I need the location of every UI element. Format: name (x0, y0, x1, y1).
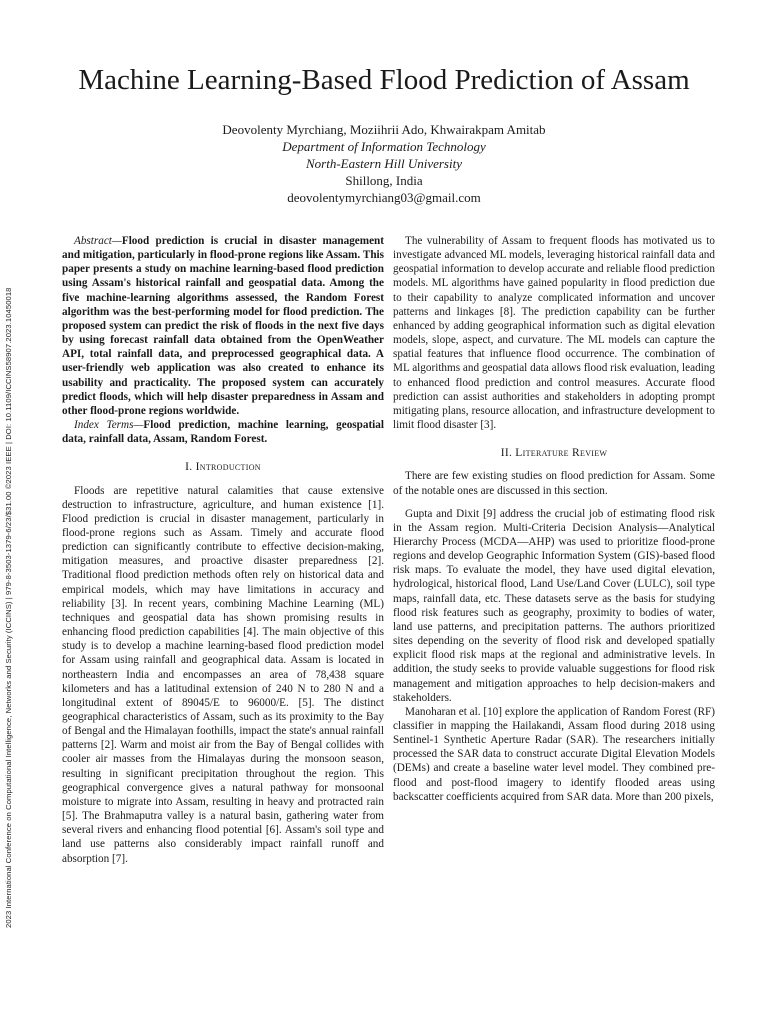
literature-paragraph: Gupta and Dixit [9] address the crucial job of estimating flood risk in the Assam region. Multi-Criteria Decision Analysis—Analytical Hierarchy Process (MCDA—AHP) was used to prioritize flood-prone regions and develop Geographic Information System (GIS)-based flood risk maps. To evaluate the model, they have used digital elevation, hydrological, historical flood, Land Use/Land Cover (LULC), soil type maps, rainfall data, etc. These datasets serve as the basis for studying flood risk features such as geography, proximity to bodies of water, land use patterns, and precipitation patterns. The authors prioritized sites depending on the severity of flood risk and developed spatially explicit flood risk maps at the regional and administrative levels. In addition, the study seeks to provide valuable suggestions for flood risk management and mitigation approaches to help decision-makers and stakeholders. (393, 507, 715, 704)
paper-title: Machine Learning-Based Flood Prediction of Assam (78, 64, 690, 96)
right-column (393, 234, 715, 804)
author-email: deovolentymyrchiang03@gmail.com (287, 190, 481, 205)
index-terms (62, 418, 384, 446)
intro-paragraph: Floods are repetitive natural calamities that cause extensive destruction to infrastructure, agriculture, and human existence [1]. Flood prediction is crucial in disaster management, particularly in flood-prone regions such as Assam. Timely and accurate flood prediction can significantly contribute to effective decision-making, mitigation measures, and proactive disaster preparedness [2]. Traditional flood prediction methods often rely on historical data and empirical models, which may have limitations in accuracy and reliability [3]. In recent years, combining Machine Learning (ML) techniques and geospatial data has shown promising results in enhancing flood prediction capabilities [4]. The main objective of this study is to develop a machine learning-based flood prediction model for Assam using rainfall and geographical data. Assam is located in northeastern India and encompasses an area of 78,438 square kilometers and has a latitudinal extension of 240 N to 280 N and a longitudinal extent of 89045/E to 96000/E. [5]. The distinct geographical characteristics of Assam, such as its proximity to the Bay of Bengal and the Himalayan foothills, impact the state's annual rainfall patterns [2]. Warm and moist air from the Bay of Bengal collides with cooler air masses from the Himalayas during the monsoon season, resulting in significant precipitation throughout the region. This geographical convergence gives a natural pathway for monsoonal moisture to migrate into Assam, resulting in heavy and protracted rain [5]. The Brahmaputra valley is a natural basin, gathering water from several rivers and enhancing flood potential [6]. Assam's soil type and land use patterns also considerably impact rainfall runoff and absorption [7]. (62, 484, 384, 865)
abstract (62, 234, 384, 418)
author-location: Shillong, India (345, 173, 423, 188)
author-block (120, 121, 648, 206)
index-terms-lead: Index Terms— (74, 419, 144, 432)
left-column (62, 234, 384, 866)
abstract-lead: Abstract— (74, 235, 122, 247)
conference-doi-note: 2023 International Conference on Computational Intelligence, Networks and Security (ICCINS) | 979-8-3503-1379-6/23/$31.00 ©2023 IEEE | DOI: 10.1109/ICCINS58907.2023.10450018 (4, 287, 13, 928)
intro-paragraph-continued: The vulnerability of Assam to frequent floods has motivated us to investigate advanced ML models, leveraging historical rainfall data and geospatial information to develop accurate and reliable flood prediction models. ML algorithms have gained popularity in flood prediction due to their capability to analyze complicated information and uncover patterns and linkages [8]. The prediction capability can be further enhanced by adding geographical information such as digital elevation models, slope, aspect, and curvature. The ML models can capture the spatial features that influence flood occurrence. The combination of ML algorithms and geospatial data allows flood risk evaluation, leading to enhanced flood prediction and control measures. Accurate flood prediction can assist authorities and stakeholders in adopting prompt mitigating plans, resource allocation, and infrastructure development to limit flood disaster [3]. (393, 235, 715, 432)
author-university: North-Eastern Hill University (306, 156, 462, 171)
abstract-text: Flood prediction is crucial in disaster management and mitigation, particularly in flood-prone regions like Assam. This paper presents a study on machine learning-based flood prediction using Assam's historical rainfall and geospatial data. Among the five machine-learning algorithms assessed, the Random Forest algorithm was the best-performing model for flood prediction. The proposed system can predict the risk of floods in the next five days by using forecast rainfall data obtained from the OpenWeather API, total rainfall data, and preprocessed geographical data. A user-friendly web application was also created to enhance its usability and practicality. The proposed system can accurately predict floods, which will help disaster preparedness in Assam and other flood-prone regions worldwide. (62, 235, 384, 417)
section-heading-literature-review: II. Literature Review (500, 447, 608, 460)
index-terms-text: Flood prediction, machine learning, geospatial data, rainfall data, Assam, Random Forest. (62, 419, 384, 446)
literature-paragraph: Manoharan et al. [10] explore the application of Random Forest (RF) classifier in mapping the Hailakandi, Assam flood during 2018 using Sentinel-1 Synthetic Aperture Radar (SAR). The researchers initially processed the SAR data to construct accurate Digital Elevation Models (DEMs) and create a baseline water level model. They combined pre-flood and post-flood imagery to identify flooded areas using backscatter coefficients acquired from SAR data. More than 200 pixels, (393, 705, 715, 803)
author-department: Department of Information Technology (282, 139, 486, 154)
section-heading-introduction: I. Introduction (185, 461, 261, 474)
author-names: Deovolenty Myrchiang, Moziihrii Ado, Khwairakpam Amitab (222, 122, 546, 137)
literature-paragraph: There are few existing studies on flood prediction for Assam. Some of the notable ones are discussed in this section. (393, 470, 715, 497)
